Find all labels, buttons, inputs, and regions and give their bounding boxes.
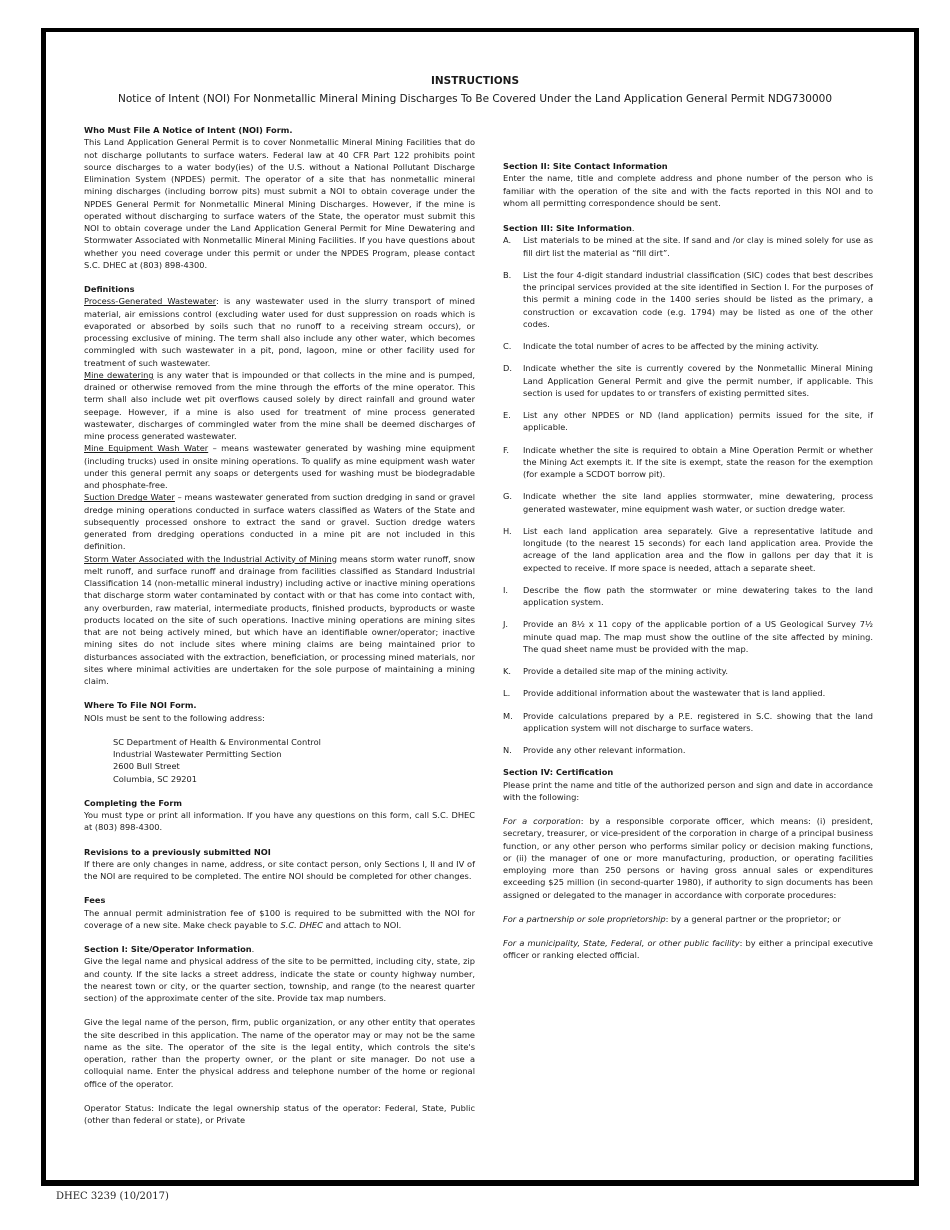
section-1-heading: Section I: Site/Operator Information. (84, 944, 255, 954)
definition-term: Storm Water Associated with the Industrial Activity of Mining (84, 553, 337, 564)
mailing-address (113, 736, 475, 785)
address-line: Columbia, SC 29201 (113, 773, 198, 784)
fees-body: The annual permit administration fee of $100 is required to be submitted with the NOI for coverage of a new site. Make check payable to S.C. DHEC and attach to NOI. (84, 907, 475, 930)
section-1-para-1: Give the legal name and physical address of the site to be permitted, including city, state, zip and county. If the site lacks a street address, indicate the state or county highway number, the nearest town or city, or the quarter section, township, and range (to the nearest quarter section) of the approximate center of the site. Provide tax map numbers. (84, 956, 475, 1003)
form-code: DHEC 3239 (10/2017) (56, 1191, 169, 1202)
who-must-file-heading: Who Must File A Notice of Intent (NOI) Form. (84, 125, 293, 135)
section-1-para-2: Give the legal name of the person, firm, public organization, or any other entity that operates the site described in this application. The name of the operator may or may not be the same name as the site. The operator of the site is the legal entity, which controls the site's operation, rather than the property owner, or the plant or site manager. Do not use a colloquial name. Enter the physical address and telephone number of the home or regional office of the operator. (84, 1017, 475, 1089)
definition-text: means storm water runoff, snow melt runoff, and surface runoff and drainage from facilities classified as Standard Industrial Classification 14 (non-metallic mineral industry) including active or inactive mining operations that discharge storm water contaminated by contact with or that has come into contact with, any overburden, raw material, intermediate products, finished products, byproducts or waste products located on the site of such operations. Inactive mining operations are mining sites that are not being actively mined, but which have an identifiable owner/operator; inactive mining sites do not include sites where mining claims are being maintained prior to disturbances associated with the extraction, beneficiation, or processing mined materials, nor sites where minimal activities are undertaken for the sole purpose of maintaining a mining claim. (84, 553, 476, 686)
definition-text: : is any wastewater used in the slurry transport of mined material, air emissions control (excluding water used for dust suppression on roads which is evaporated or absorbed by soils such that no runoff to a receiving stream occurs), or processing exclusive of mining. The term shall also include any other water, which becomes commingled with such wastewater in a pit, pond, lagoon, mine or other facility used for treatment of such wastewater. (84, 296, 475, 368)
definition-item (84, 491, 475, 552)
page-title: INSTRUCTIONS (430, 75, 520, 87)
definitions-heading: Definitions (84, 284, 135, 294)
site-information-list (503, 234, 873, 756)
section-4-heading: Section IV: Certification (503, 767, 614, 778)
list-item: D. Indicate whether the site is currently covered by the Nonmetallic Mineral Mining Land Application General Permit and give the permit number, if applicable. This section is used for updates to or transfers of existing permitted sites. (503, 363, 873, 398)
definition-term: Mine dewatering (84, 369, 154, 380)
definition-item (84, 369, 475, 443)
list-item: F. Indicate whether the site is required to obtain a Mine Operation Permit or whether the Mining Act exempts it. If the site is exempt, state the reason for the exemption (for example a SCDOT borrow pit). (503, 444, 873, 479)
list-item: E. List any other NPDES or ND (land application) permits issued for the site, if applicable. (503, 410, 873, 433)
page-subtitle: Notice of Intent (NOI) For Nonmetallic Mineral Mining Discharges To Be Covered Under the Land Application General Permit NDG730000 (117, 93, 833, 105)
definition-term: Mine Equipment Wash Water (84, 443, 209, 454)
right-column (503, 160, 873, 962)
list-item: H. List each land application area separately. Give a representative latitude and longitude (to the nearest 15 seconds) for each land application area. Provide the acreage of the land application area and the flow in gallons per day that it is expected to receive. If more space is needed, attach a separate sheet. (503, 525, 873, 573)
completing-body: You must type or print all information. If you have any questions on this form, call S.C. DHEC at (803) 898-4300. (84, 810, 475, 833)
section-4-intro: Please print the name and title of the authorized person and sign and date in accordance with the following: (503, 779, 873, 802)
address-line: SC Department of Health & Environmental Control (113, 736, 321, 747)
section-2-heading: Section II: Site Contact Information (503, 161, 668, 171)
definition-item (84, 295, 475, 369)
list-item: B. List the four 4-digit standard industrial classification (SIC) codes that best describes the principal services provided at the site identified in Section I. For the purposes of this permit a mining code in the 1400 series should be listed as the primary, a construction or excavation code (e.g. 1794) may be listed as one of the other codes. (503, 269, 873, 329)
where-to-file-heading: Where To File NOI Form. (84, 700, 197, 711)
section-2-body: Enter the name, title and complete address and phone number of the person who is familiar with the operation of the site and with the facts reported in this NOI and to whom all permitting correspondence should be sent. (503, 173, 873, 208)
address-line: Industrial Wastewater Permitting Section (113, 749, 282, 759)
list-item: A. List materials to be mined at the site. If sand and /or clay is mined solely for use as fill dirt list the material as “fill dirt”. (503, 235, 873, 258)
revisions-body: If there are only changes in name, address, or site contact person, only Sections I, II and IV of the NOI are required to be completed. The entire NOI should be completed for other changes. (84, 858, 475, 881)
address-line: 2600 Bull Street (113, 761, 180, 772)
certification-partnership: For a partnership or sole proprietorship: by a general partner or the proprietor; or (503, 913, 841, 924)
left-column (84, 124, 475, 1126)
revisions-heading: Revisions to a previously submitted NOI (84, 846, 271, 857)
definition-term: Process-Generated Wastewater (84, 296, 217, 307)
completing-heading: Completing the Form (84, 797, 182, 808)
definition-text: – means wastewater generated from suction dredging in sand or gravel dredge mining operations conducted in surface waters classified as Waters of the State and subsequently processed onshore to extract the sand or gravel. Suction dredge waters generated from dredging operations conducted in a mine pit are not included in this definition. (84, 492, 475, 552)
fees-payee: S.C. DHEC (280, 919, 323, 930)
list-item: L. Provide additional information about the wastewater that is land applied. (503, 688, 826, 699)
list-item: N. Provide any other relevant information. (503, 745, 686, 755)
list-item: J. Provide an 8½ x 11 copy of the applicable portion of a US Geological Survey 7½ minute quad map. The map must show the outline of the site affected by mining. The quad sheet name must be provided with the map. (503, 619, 873, 654)
definition-text: – means wastewater generated by washing mine equipment (including trucks) used in onsite mining operations. To qualify as mine equipment wash water under this general permit any soaps or detergents used for washing must be biodegradable and phosphate-free. (84, 443, 475, 490)
list-item: I. Describe the flow path the stormwater or mine dewatering takes to the land application system. (503, 584, 873, 607)
definition-item (84, 553, 475, 688)
list-item: G. Indicate whether the site land applies stormwater, mine dewatering, process generated wastewater, mine equipment wash water, or suction dredge water. (503, 491, 873, 514)
fees-heading: Fees (84, 895, 106, 906)
list-item: K. Provide a detailed site map of the mining activity. (503, 666, 729, 676)
definition-text: is any water that is impounded or that collects in the mine and is pumped, drained or otherwise removed from the mine through the efforts of the mine operator. This term shall also include wet pit overflows caused solely by direct rainfall and ground water seepage. However, if a mine is also used for treatment of mine process generated wastewater, discharges of commingled water from the mine shall be deemed discharges of mine process generated wastewater. (84, 369, 475, 441)
list-item: C. Indicate the total number of acres to be affected by the mining activity. (503, 341, 819, 351)
who-must-file-body: This Land Application General Permit is to cover Nonmetallic Mineral Mining Facilities that do not discharge pollutants to surface waters. Federal law at 40 CFR Part 122 prohibits point source discharges to a water body(ies) of the U.S. without a National Pollutant Discharge Elimination System (NPDES) permit. The operator of a site that has nonmetallic mineral mining discharges (including borrow pits) must submit a NOI to obtain coverage under the NPDES General Permit for Nonmetallic Mineral Mining Discharges. However, if the mine is operated without discharging to surface waters of the State, the operator must submit this NOI to obtain coverage under the Land Application General Permit for Mine Dewatering and Stormwater Associated with Nonmetallic Mineral Mining Facilities. If you have questions about whether you need coverage under this permit or under the NPDES Program, please contact S.C. DHEC at (803) 898-4300. (84, 137, 475, 270)
certification-municipality: For a municipality, State, Federal, or other public facility: by either a principal executive officer or ranking elected official. (503, 938, 874, 961)
certification-corporation: For a corporation: by a responsible corporate officer, which means: (i) president, secretary, treasurer, or vice-president of the corporation in charge of a principal business function, or any other person who performs similar policy or decision making functions, or (ii) the manager of one or more manufacturing, production, or operating facilities employing more than 250 persons or having gross annual sales or expenditures exceeding $25 million (in second-quarter 1980), if authority to sign documents has been assigned or delegated to the manager in accordance with corporate procedures: (503, 816, 874, 900)
section-1-para-3: Operator Status: Indicate the legal ownership status of the operator: Federal, State, Public (other than federal or state), or Private (84, 1102, 475, 1125)
where-to-file-intro: NOIs must be sent to the following address: (84, 712, 265, 723)
definition-item (84, 442, 475, 491)
list-item: M. Provide calculations prepared by a P.E. registered in S.C. showing that the land application system will not discharge to surface waters. (503, 710, 873, 733)
definition-term: Suction Dredge Water (84, 492, 175, 503)
section-3-heading: Section III: Site Information. (503, 223, 635, 233)
